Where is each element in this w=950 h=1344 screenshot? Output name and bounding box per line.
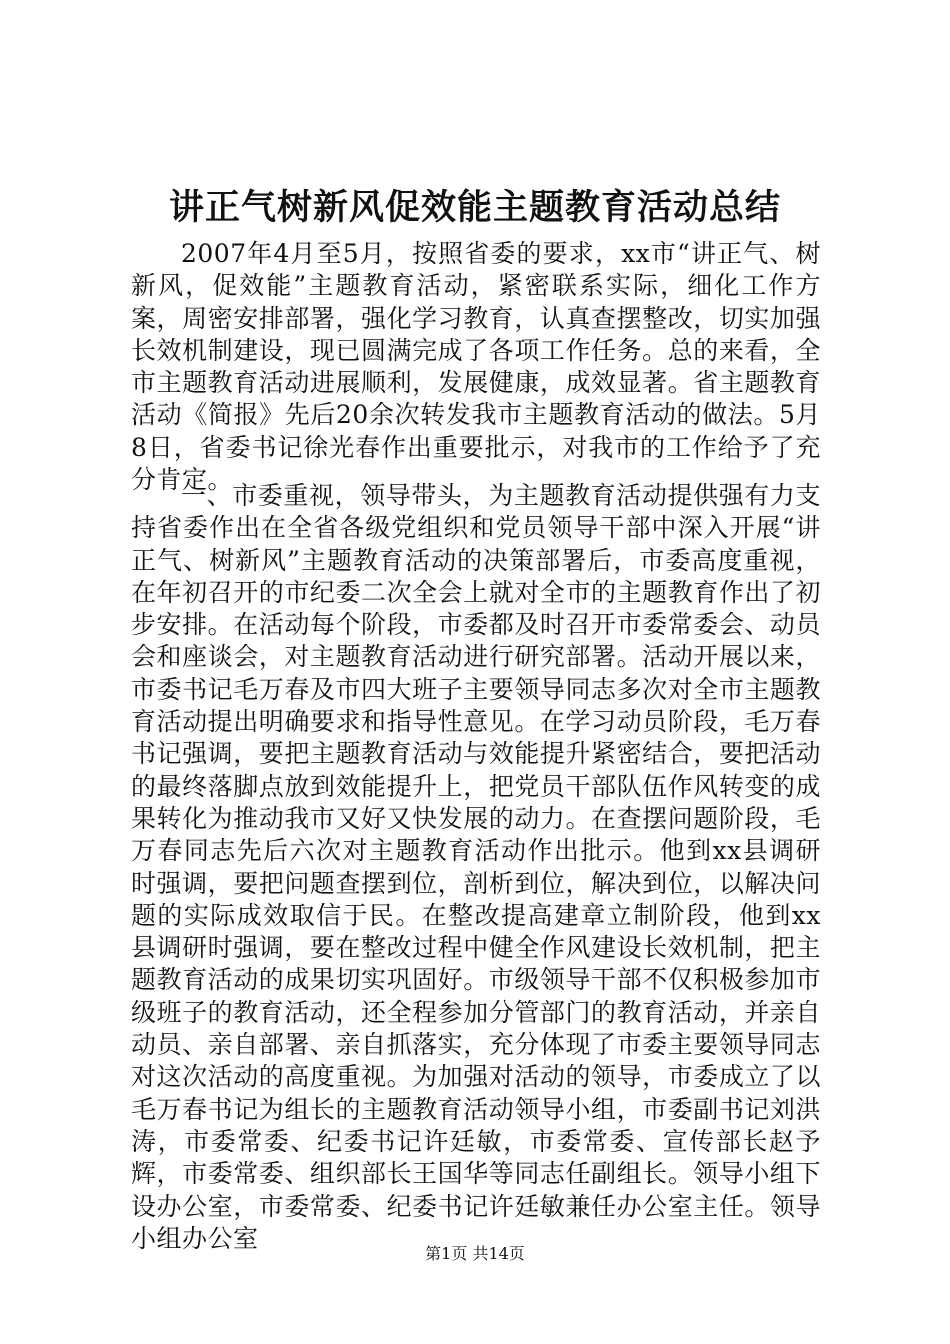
body-paragraph-intro: 2007年4月至5月，按照省委的要求，xx市“讲正气、树新风，促效能”主题教育活动，紧密联系实际，细化工作方案，周密安排部署，强化学习教育，认真查摆整改，切实加强长效机制建设，现已圆满完成了各项工作任务。总的来看，全市主题教育活动进展顺利，发展健康，成效显著。省主题教育活动《简报》先后20余次转发我市主题教育活动的做法。5月8日，省委书记徐光春作出重要批示，对我市的工作给予了充分肯定。 [131,239,821,495]
page-number-footer: 第1页 共14页 [425,1244,525,1263]
body-paragraph-section-one: 一、市委重视，领导带头，为主题教育活动提供强有力支持省委作出在全省各级党组织和党员领导干部中深入开展“讲正气、树新风”主题教育活动的决策部署后，市委高度重视，在年初召开的市纪委二次全会上就对全市的主题教育作出了初步安排。在活动每个阶段，市委都及时召开市委常委会、动员会和座谈会，对主题教育活动进行研究部署。活动开展以来，市委书记毛万春及市四大班子主要领导同志多次对全市主题教育活动提出明确要求和指导性意见。在学习动员阶段，毛万春书记强调，要把主题教育活动与效能提升紧密结合，要把活动的最终落脚点放到效能提升上，把党员干部队伍作风转变的成果转化为推动我市又好又快发展的动力。在查摆问题阶段，毛万春同志先后六次对主题教育活动作出批示。他到xx县调研时强调，要把问题查摆到位，剖析到位，解决到位，以解决问题的实际成效取信于民。在整改提高建章立制阶段，他到xx县调研时强调，要在整改过程中健全作风建设长效机制，把主题教育活动的成果切实巩固好。市级领导干部不仅积极参加市级班子的教育活动，还全程参加分管部门的教育活动，并亲自动员、亲自部署、亲自抓落实，充分体现了市委主要领导同志对这次活动的高度重视。为加强对活动的领导，市委成立了以毛万春书记为组长的主题教育活动领导小组，市委副书记刘洪涛，市委常委、纪委书记许廷敏，市委常委、宣传部长赵予辉，市委常委、组织部长王国华等同志任副组长。领导小组下设办公室，市委常委、纪委书记许廷敏兼任办公室主任。领导小组办公室 [131,481,821,1253]
document-title: 讲正气树新风促效能主题教育活动总结 [168,187,781,228]
